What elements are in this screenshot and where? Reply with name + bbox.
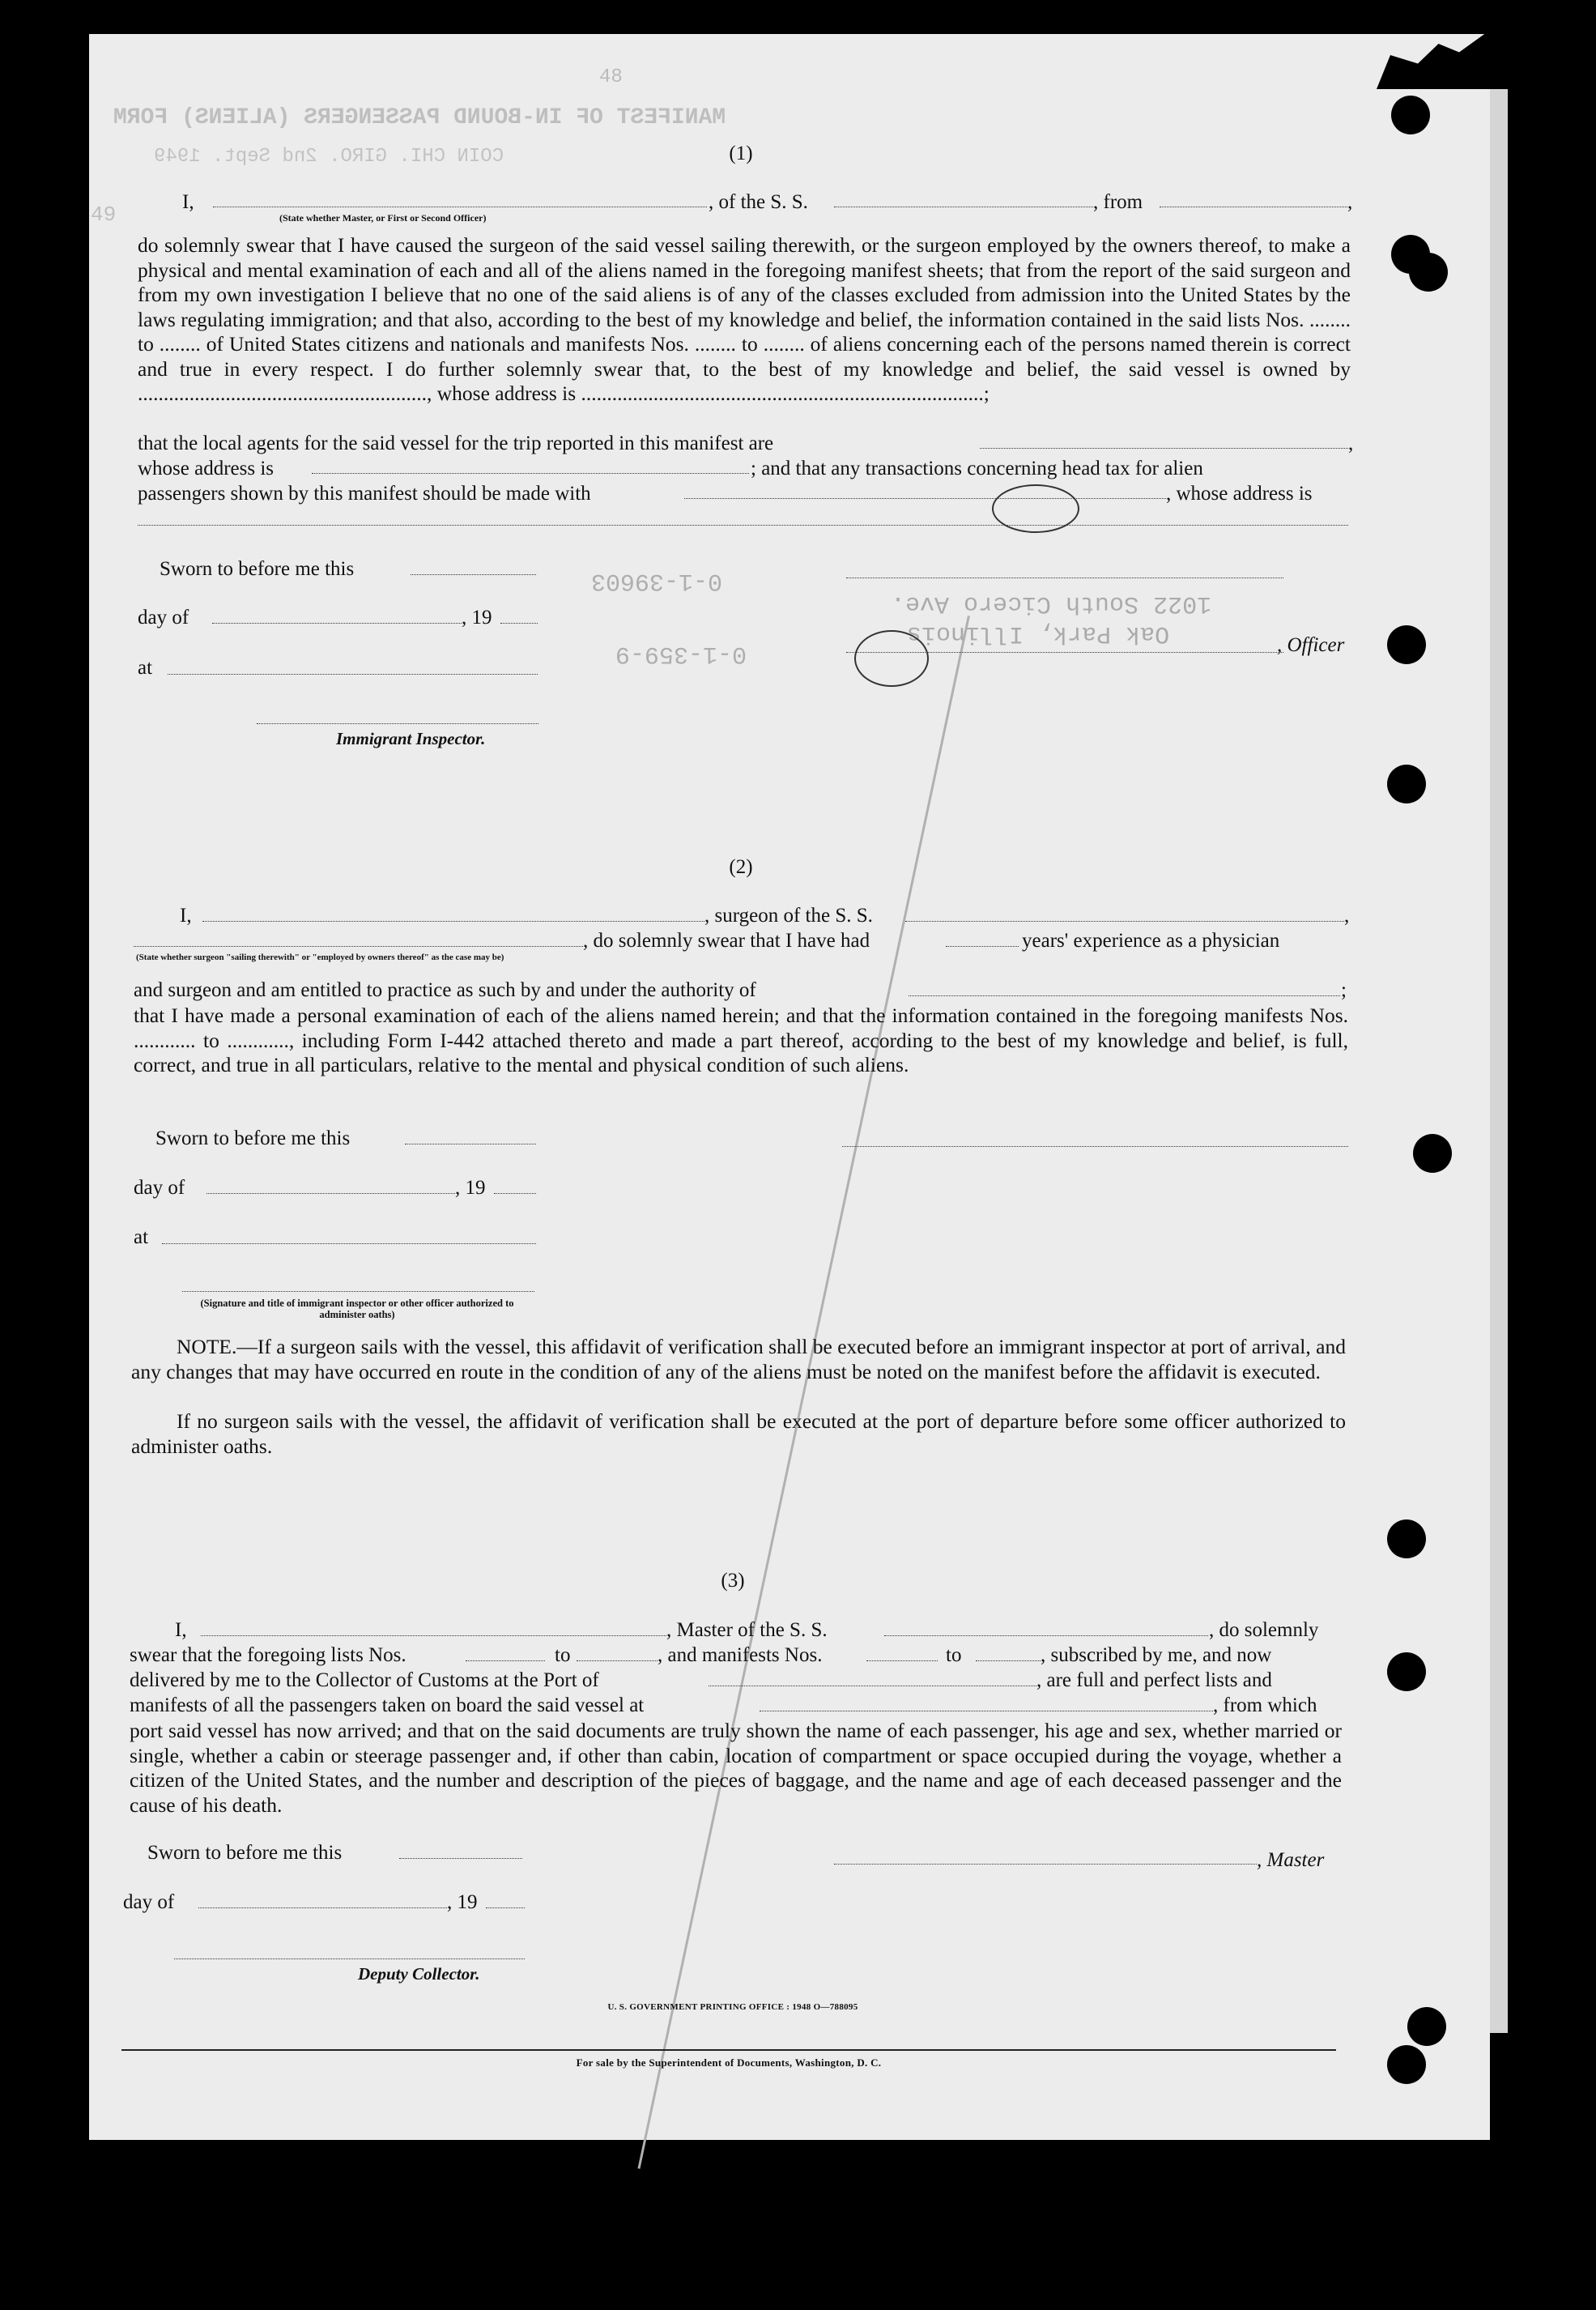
authority-label: and surgeon and am entitled to practice as such by and under the authority of <box>134 979 756 1001</box>
day-of-label: day of <box>134 1177 185 1199</box>
sworn-day-field <box>399 1858 522 1859</box>
surgeon-status-note: (State whether surgeon "sailing therewith" or "employed by owners thereof" as the case may be) <box>136 953 504 962</box>
master-label: , Master <box>1257 1849 1325 1871</box>
physician-text: years' experience as a physician <box>1022 930 1280 952</box>
note-text: —If a surgeon sails with the vessel, this affidavit of verification shall be executed before an immigrant inspector at port of arrival, and any changes that may have occurred en route in the condition of any of the aliens must be noted on the manifest before the affidavit is executed. <box>131 1335 1346 1383</box>
surgeon-status-field <box>134 946 583 947</box>
binder-hole <box>1387 2180 1426 2219</box>
full-lists-text: , are full and perfect lists and <box>1036 1669 1272 1691</box>
collector-signature-field <box>174 1958 525 1959</box>
footer-rule <box>121 2049 1336 2051</box>
binder-hole <box>1407 2007 1446 2046</box>
binder-hole <box>1387 2045 1426 2084</box>
day-of-label: day of <box>123 1891 175 1913</box>
authority-field <box>909 995 1340 996</box>
printing-office-line: U. S. GOVERNMENT PRINTING OFFICE : 1948 O—788095 <box>607 2002 858 2012</box>
to-label: to <box>555 1644 571 1666</box>
agents-address-label: whose address is <box>138 458 275 479</box>
comma: , <box>1347 191 1353 213</box>
day-of-label: day of <box>138 607 189 629</box>
binder-hole <box>1409 253 1448 292</box>
surgeon-of-ship-label: , surgeon of the S. S. <box>704 905 873 927</box>
section-2-oath-text: that I have made a personal examination of each of the aliens named herein; and that the information contained in the foregoing manifests Nos. ............ to ............, including Form I-442 attached thereto and made a part thereof, according to the best of my knowledge and belief, is full, correct, and true in all particulars, relative to the mental and physical condition of such aliens. <box>134 1004 1348 1076</box>
of-ship-label: , of the S. S. <box>709 191 808 213</box>
to-label: to <box>946 1644 962 1666</box>
surgeon-name-label: I, <box>180 905 192 927</box>
bleed-text-address: 1022 South Cicero Ave. <box>891 590 1212 617</box>
master-signature-field <box>834 1864 1257 1865</box>
binder-hole <box>1391 96 1430 134</box>
lists-label: swear that the foregoing lists Nos. <box>130 1644 406 1666</box>
sworn-place-field <box>168 674 538 675</box>
master-ship-field <box>884 1635 1208 1636</box>
section-3-oath-text: port said vessel has now arrived; and that on the said documents are truly shown the name of each passenger, his age and sex, whether married or single, whether a cabin or steerage passenger and, if other than cabin, location of compartment or space occupied during the voyage, whether a citizen of the United States, and the number and description of the pieces of baggage, and the name and age of each deceased passenger and the cause of his death. <box>130 1719 1342 1817</box>
inspector-signature-field <box>257 723 538 724</box>
at-label: at <box>138 657 153 679</box>
signature-note: (Signature and title of immigrant inspector or other officer authorized to administer oaths) <box>200 1298 514 1320</box>
lists-from-field <box>466 1660 545 1661</box>
sworn-month-field <box>206 1193 455 1194</box>
for-sale-line: For sale by the Superintendent of Documents, Washington, D. C. <box>576 2056 882 2069</box>
from-label: , from <box>1093 191 1143 213</box>
boarded-at-label: manifests of all the passengers taken on board the said vessel at <box>130 1694 645 1716</box>
comma: , <box>1344 905 1350 927</box>
master-name-field <box>201 1635 666 1636</box>
sworn-month-field <box>212 623 462 624</box>
sworn-place-field <box>162 1243 536 1244</box>
master-name-label: I, <box>175 1619 187 1641</box>
agents-address-field <box>312 473 749 474</box>
years-experience-text: , do solemnly swear that I have had <box>583 930 870 952</box>
page-edge-strip <box>1490 32 1508 2033</box>
subscribed-text: , subscribed by me, and now <box>1041 1644 1272 1666</box>
sworn-label: Sworn to before me this <box>160 558 355 580</box>
at-label: at <box>134 1226 149 1248</box>
no-surgeon-paragraph: If no surgeon sails with the vessel, the affidavit of verification shall be executed at the port of departure before some officer authorized to administer oaths. <box>131 1409 1346 1458</box>
sworn-day-field <box>411 574 536 575</box>
sworn-year-field <box>486 1907 525 1908</box>
sworn-month-field <box>198 1907 447 1908</box>
circled-mark <box>992 484 1079 533</box>
sworn-label: Sworn to before me this <box>147 1842 343 1864</box>
rank-note: (State whether Master, or First or Second Officer) <box>279 212 487 224</box>
binder-hole <box>1387 1652 1426 1691</box>
years-field <box>946 946 1019 947</box>
officer-label: , Officer <box>1277 634 1345 656</box>
bleed-text-number: 0-1-359-9 <box>615 640 747 667</box>
bleed-text-number: 0-1-39603 <box>591 567 723 595</box>
year-label: , 19 <box>462 607 492 629</box>
circled-mark <box>854 630 929 687</box>
port-label: delivered by me to the Collector of Customs at the Port of <box>130 1669 599 1691</box>
lists-to-field <box>577 1660 658 1661</box>
section-1-number: (1) <box>729 143 753 164</box>
year-label: , 19 <box>447 1891 478 1913</box>
header-stamp-line-2: COIN CHI. GIRO. 2nd Sept. 1949 <box>154 146 504 168</box>
surgeon-name-field <box>202 921 704 922</box>
comma: , <box>1348 433 1354 454</box>
sworn-label: Sworn to before me this <box>155 1127 351 1149</box>
head-tax-text: ; and that any transactions concerning head tax for alien <box>751 458 1203 479</box>
year-label: , 19 <box>455 1177 486 1199</box>
manifests-to-field <box>976 1660 1041 1661</box>
local-agents-label: that the local agents for the said vessel for the trip reported in this manifest are <box>138 433 774 454</box>
section-3-number: (3) <box>721 1570 745 1592</box>
passengers-line-label: passengers shown by this manifest should be made with <box>138 483 591 505</box>
section-1-oath-text: do solemnly swear that I have caused the surgeon of the said vessel sailing therewith, or the surgeon employed by the owners thereof, to make a physical and mental examination of each and all of the aliens named in the foregoing manifest sheets; that from the report of the said surgeon and from my own investigation I believe that no one of the said aliens is of any of the classes excluded from admission into the United States by the laws regulating immigration; and that also, according to the best of my knowledge and belief, the information contained in the said lists Nos. ........ to ........ of United States citizens and nationals and manifests Nos. ........ to ........ of aliens concerning each of the persons named therein is correct and true in every respect. I do further solemnly swear that, to the best of my knowledge and belief, the said vessel is owned by ........................................................, whose address is ..............................................................................; <box>138 233 1351 405</box>
whose-address-label: , whose address is <box>1166 483 1313 505</box>
head-tax-agent-field <box>684 498 1166 499</box>
surgeon-signature-field <box>842 1146 1348 1147</box>
head-tax-address-field <box>138 525 1348 526</box>
master-of-ship-label: , Master of the S. S. <box>666 1619 828 1641</box>
immigrant-inspector-label: Immigrant Inspector. <box>336 729 486 748</box>
note-label: NOTE. <box>177 1335 237 1358</box>
local-agents-field <box>980 448 1348 449</box>
binder-hole <box>1387 1519 1426 1558</box>
surgeon-note-paragraph <box>131 1335 1346 1384</box>
officer-signature-field <box>846 652 1283 653</box>
bleed-text-city: Oak Park, Illinois <box>907 620 1170 647</box>
section-2-number: (2) <box>729 856 753 878</box>
page-number: 48 <box>599 66 623 88</box>
deputy-collector-label: Deputy Collector. <box>358 1964 480 1984</box>
binder-hole <box>1387 765 1426 803</box>
header-stamp-line-1: MANIFEST OF IN-BOUND PASSENGERS (ALIENS) FORM <box>113 105 726 130</box>
inspector-signature-field <box>182 1291 534 1292</box>
manifests-label: , and manifests Nos. <box>658 1644 823 1666</box>
binder-hole <box>1387 625 1426 664</box>
semicolon: ; <box>1341 979 1347 1001</box>
binder-hole <box>1413 1134 1452 1173</box>
master-name-label: I, <box>182 191 194 213</box>
surgeon-ship-field <box>905 921 1344 922</box>
sworn-year-field <box>500 623 538 624</box>
manifests-from-field <box>866 1660 938 1661</box>
from-which-text: , from which <box>1213 1694 1317 1716</box>
sworn-year-field <box>494 1193 536 1194</box>
stray-digits: 49 <box>91 202 117 227</box>
do-solemnly-text: , do solemnly <box>1209 1619 1319 1641</box>
